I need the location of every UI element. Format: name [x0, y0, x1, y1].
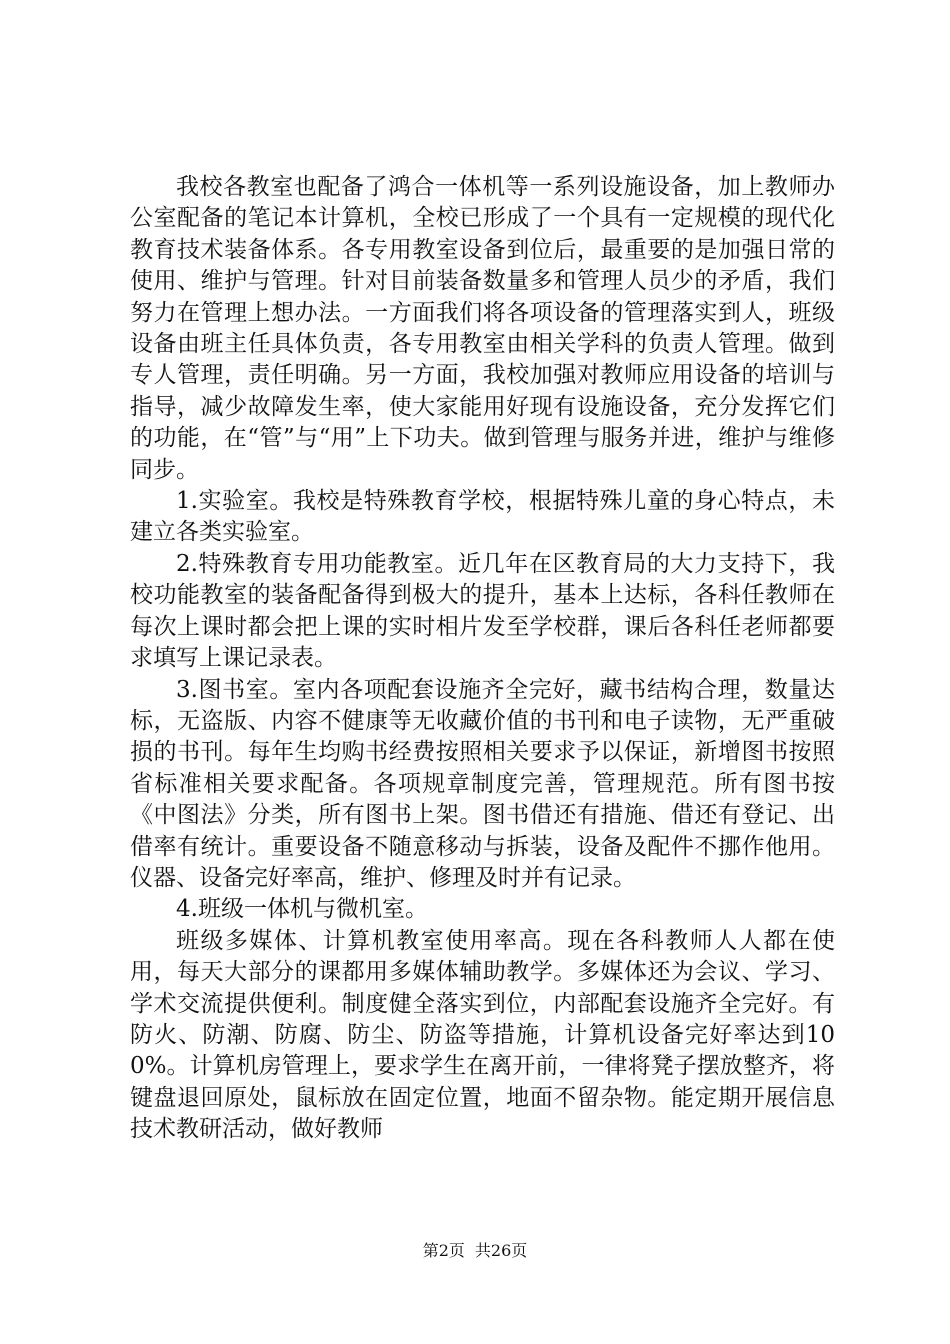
- page-number-current: 第2页: [422, 1241, 465, 1260]
- document-body: [130, 172, 835, 1146]
- page-number-total: 共26页: [474, 1241, 528, 1260]
- paragraph-multimedia-usage: 班级多媒体、计算机教室使用率高。现在各科教师人人都在使用，每天大部分的课都用多媒体辅助教学。多媒体还为会议、学习、学术交流提供便利。制度健全落实到位，内部配套设施齐全完好。有防火、防潮、防腐、防尘、防盗等措施，计算机设备完好率达到100%。计算机房管理上，要求学生在离开前，一律将凳子摆放整齐，将键盘退回原处，鼠标放在固定位置，地面不留杂物。能定期开展信息技术教研活动，做好教师: [130, 927, 835, 1143]
- paragraph-library: 3.图书室。室内各项配套设施齐全完好，藏书结构合理，数量达标，无盗版、内容不健康等无收藏价值的书刊和电子读物，无严重破损的书刊。每年生均购书经费按照相关要求予以保证，新增图书按照省标准相关要求配备。各项规章制度完善，管理规范。所有图书按《中图法》分类，所有图书上架。图书借还有措施、借还有登记、出借率有统计。重要设备不随意移动与拆装，设备及配件不挪作他用。仪器、设备完好率高，维护、修理及时并有记录。: [130, 676, 835, 891]
- paragraph-laboratory: 1.实验室。我校是特殊教育学校，根据特殊儿童的身心特点，未建立各类实验室。: [130, 488, 835, 546]
- paragraph-special-classrooms: 2.特殊教育专用功能教室。近几年在区教育局的大力支持下，我校功能教室的装备配备得到极大的提升，基本上达标，各科任教师在每次上课时都会把上课的实时相片发至学校群，课后各科任老师都要求填写上课记录表。: [130, 550, 835, 672]
- page-footer: [0, 1240, 950, 1262]
- paragraph-equipment-overview: 我校各教室也配备了鸿合一体机等一系列设施设备，加上教师办公室配备的笔记本计算机，全校已形成了一个具有一定规模的现代化教育技术装备体系。各专用教室设备到位后，最重要的是加强日常的使用、维护与管理。针对目前装备数量多和管理人员少的矛盾，我们努力在管理上想办法。一方面我们将各项设备的管理落实到人，班级设备由班主任具体负责，各专用教室由相关学科的负责人管理。做到专人管理，责任明确。另一方面，我校加强对教师应用设备的培训与指导，减少故障发生率，使大家能用好现有设施设备，充分发挥它们的功能，在“管”与“用”上下功夫。做到管理与服务并进，维护与维修同步。: [130, 174, 835, 483]
- paragraph-computer-room-heading: 4.班级一体机与微机室。: [176, 896, 428, 923]
